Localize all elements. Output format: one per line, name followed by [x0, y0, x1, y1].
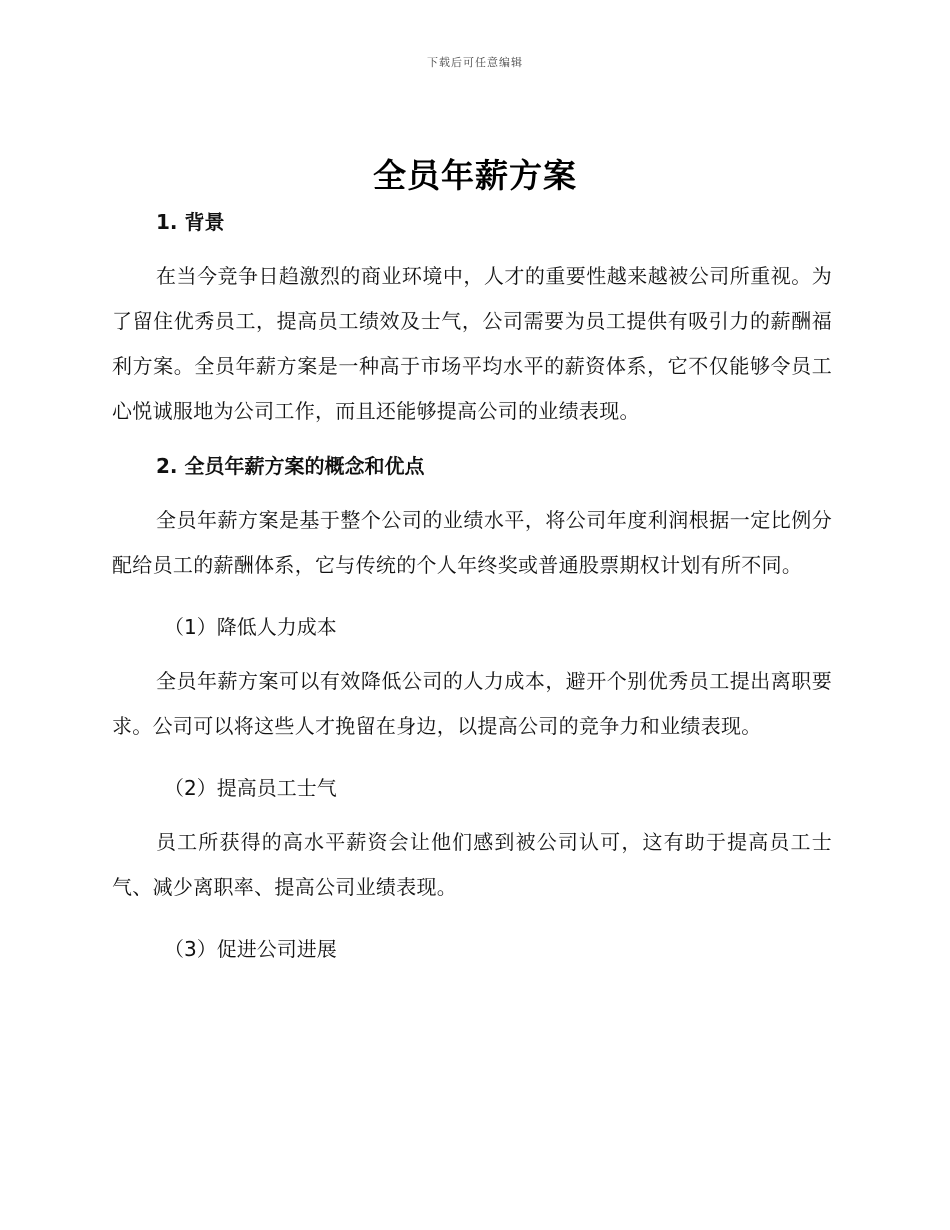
section-heading-background: 1. 背景 — [156, 210, 225, 234]
document-title: 全员年薪方案 — [373, 156, 577, 195]
point-label-3: （3）促进公司进展 — [164, 937, 337, 961]
point-label-2: （2）提高员工士气 — [164, 776, 337, 800]
header-note: 下载后可任意编辑 — [427, 56, 523, 69]
point-label-1: （1）降低人力成本 — [164, 615, 337, 639]
paragraph-concept: 全员年薪方案是基于整个公司的业绩水平，将公司年度利润根据一定比例分配给员工的薪酬体系，它与传统的个人年终奖或普通股票期权计划有所不同。 — [112, 508, 832, 577]
section-heading-concept: 2. 全员年薪方案的概念和优点 — [156, 454, 425, 478]
point-text-2: 员工所获得的高水平薪资会让他们感到被公司认可，这有助于提高员工士气、减少离职率、提高公司业绩表现。 — [112, 830, 832, 899]
document-body — [112, 206, 832, 965]
point-text-1: 全员年薪方案可以有效降低公司的人力成本，避开个别优秀员工提出离职要求。公司可以将这些人才挽留在身边，以提高公司的竞争力和业绩表现。 — [112, 669, 832, 738]
paragraph-background: 在当今竞争日趋激烈的商业环境中，人才的重要性越来越被公司所重视。为了留住优秀员工，提高员工绩效及士气，公司需要为员工提供有吸引力的薪酬福利方案。全员年薪方案是一种高于市场平均水平的薪资体系，它不仅能够令员工心悦诚服地为公司工作，而且还能够提高公司的业绩表现。 — [112, 264, 832, 423]
